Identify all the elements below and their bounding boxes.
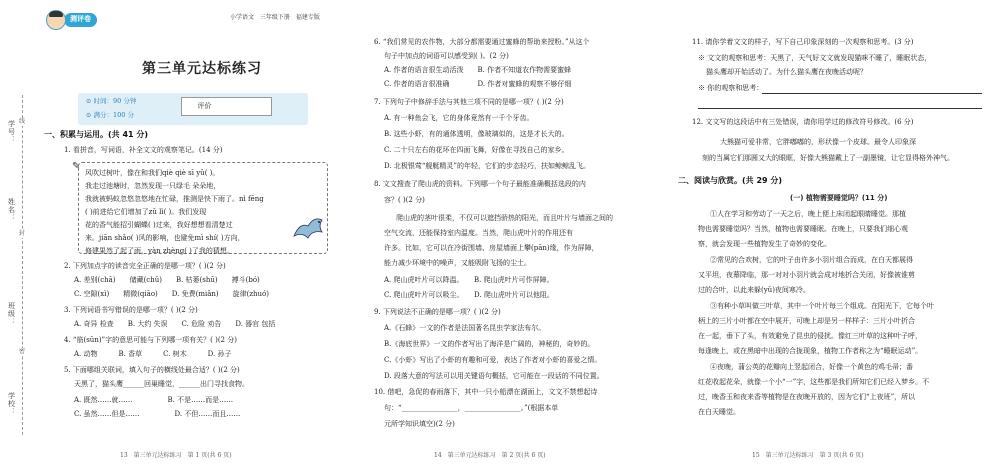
binding-mark-line: 线 [19, 118, 26, 125]
passage-line: 风吹过树叶，像在和我们qiè qiè sī yǔ( )。 [85, 169, 220, 177]
passage-line: 修建果然了起了雨，yàn zhèng( )了我的猜想。 [85, 246, 234, 255]
question-8-continued: 容？( )(2 分) [384, 196, 425, 204]
evaluation-label: 评价 [181, 97, 228, 116]
school-label: 学校： [7, 392, 16, 416]
page-footer [434, 452, 546, 460]
reading-line: 过的合叶，以此来躲(yǔ)夜间寒冷。 [698, 286, 810, 294]
question-2-options: C. 空隙(xì) 精微(qiāo) D. 免费(miǎn) 旋律(zhuó) [74, 290, 269, 298]
reading-line: 在白天睡觉。 [698, 408, 740, 416]
page-3 [678, 0, 1000, 474]
reading-title: (一) 植物需要睡觉吗？(11 分) [790, 194, 888, 202]
question-6-continued: 句子中加点的词语可以感受到( )。(2 分) [384, 52, 509, 60]
question-9-option: B.《海底世界》一文的作者写出了海洋是广阔的，神秘的，奇妙的。 [384, 340, 595, 348]
student-name-label: 姓名： [7, 198, 16, 222]
question-7-option: A. 有一种鱼会飞，它的身体竟然有一千个牙齿。 [384, 114, 534, 122]
reading-line: 察，就会发现一些植物发生了奇妙的变化。 [698, 240, 831, 248]
question-2: 2. 下列加点字的读音完全正确的是哪一项？( )(2 分) [64, 262, 226, 270]
passage-line: 我走过池塘时，忽然发现一只绿毛 朵朵地， [85, 181, 221, 190]
observation-passage [78, 162, 328, 254]
page-footer [120, 452, 232, 460]
question-9-option: A.《石蜂》一文的作者是法国著名昆虫学家法布尔。 [384, 324, 546, 332]
question-2-options: A. 差别(chā) 储藏(chǔ) B. 枯萎(shū) 搏斗(bó) [74, 276, 260, 284]
reading-line: 在一起，垂下了头，有效避免了昆虫的侵扰。像红三叶草的这种叶子呼， [698, 332, 922, 340]
question-8-passage: 能力减少环境中的噪声，又能吸附飞扬的尘土。 [384, 259, 531, 267]
question-7-option: B. 这些小虾，有的通体透明，像玻璃似的，这是才长大的。 [384, 130, 569, 138]
series-label: 小学语文 三年级下册 福建专版 [230, 14, 320, 21]
question-5-sentence: 天黑了，猫头鹰______回巢睡觉，______出门寻找食物。 [74, 380, 249, 388]
reading-line: ③有种小草叫做三叶草，其中一个叶片每三个组成。在阳光下，它每个叶 [710, 302, 934, 310]
page-footer [752, 452, 864, 460]
passage-line: 来。jiān shǎo( )风的影响，也避免mì shí( )方向， [85, 233, 245, 242]
binding-line [22, 95, 23, 435]
reading-line: ①人在学习和劳动了一天之后，晚上便上床闭起眼睛睡觉。那植 [710, 210, 906, 218]
avatar-icon [46, 10, 66, 30]
reading-line: 过，晚香玉和夜来香等植物是在夜晚开放的，因为它们“上夜班”，所以 [698, 393, 916, 401]
question-6-options: A. 作者的语言很生动活泼 B. 作者不知道农作物需要蜜蜂 [384, 66, 572, 74]
answer-line[interactable] [762, 93, 982, 94]
page-1 [0, 0, 364, 474]
test-logo [46, 10, 97, 30]
question-5-options: A. 既然……就…… B. 不是……而是…… [74, 396, 234, 404]
question-6: 6. “我们常见的农作物，大部分都需要通过蜜蜂的帮助来授粉。”从这个 [374, 38, 590, 46]
question-7-option: C. 二十只左右的花环在四面飞舞，好像在寻找自己的家乡。 [384, 146, 569, 154]
question-11-example: 猫头鹰却开始活动了。为什么猫头鹰在夜晚活动呢？ [706, 68, 867, 76]
page-footer-text: 14 第三单元达标练习 第 2 页(共 6 页) [434, 451, 546, 459]
passage-line: 我就被蚂蚁忽悠忽悠地在忙碌，推测是快下雨了。nì fēng [85, 194, 264, 203]
question-6-options: C. 作者的语言很准确 D. 作者对蜜蜂的观察不够仔细 [384, 80, 572, 88]
question-8-options: C. 爬山虎叶片可以吸尘。 D. 爬山虎叶片可以他阻。 [384, 291, 554, 299]
reading-line: 又平坦，夜幕降临，那一对对小羽片就会成对地折合关闭，好像被谁剪 [698, 271, 915, 279]
page-footer-text: 13 第三单元达标练习 第 1 页(共 6 页) [120, 451, 232, 459]
question-10-blank: 句：“________________，________________。”(根据本单 [384, 404, 559, 412]
question-5: 5. 下面哪组关联词，填入句子的横线处最合适？( )(2 分) [64, 366, 240, 374]
question-1: 1. 看拼音，写词语，补全文文的观察笔记。(14 分) [64, 146, 223, 154]
page-footer-text: 15 第三单元达标练习 第 3 页(共 6 页) [752, 451, 864, 459]
question-9-option: C.《小虾》写出了小虾的有趣和可爱，表达了作者对小虾的喜爱之情。 [384, 356, 602, 364]
question-11-prompt: ※ 你的观察和思考： [698, 84, 764, 92]
question-3-options: A. 奇异 检查 B. 大约 失误 C. 危险 劝告 D. 器官 包括 [74, 320, 276, 328]
section-1-heading: 一、积累与运用。(共 41 分) [44, 130, 149, 139]
question-11: 11. 请你学着文文的样子，写下自己印象深刻的一次观察和思考。(3 分) [692, 38, 914, 46]
reading-line: 柄上的三片小叶都在空中展开，可晚上却是另一样样子：三片小叶折合 [698, 317, 915, 325]
question-8-options: A. 爬山虎叶片可以降温。 B. 爬山虎叶片可作屏障。 [384, 276, 554, 284]
score-label: ⊙ 满分：100 分 [86, 111, 134, 119]
question-10: 10. 借吧，急促的春雨落下，其中一只小船漂在湖面上，文文不禁想起诗 [374, 388, 598, 396]
reading-line: 红花收起花朵，就像一个小“一”字，这些都是我们所知它们已经入梦乡。不 [698, 378, 930, 386]
pin-icon: ✎ [72, 161, 81, 172]
question-12: 12. 文文写的这段话中有三处错误，请你用学过的修改符号修改。(6 分) [692, 118, 914, 126]
passage-line: 花的香气能招引蝴蝶( )过来，我好想想看清楚过 [85, 220, 233, 229]
binding-margin [0, 0, 40, 474]
question-8-passage: 爬山虎的茎叶很柔，不仅可以遮挡骄热的阳光，而且叶片与墙面之间的 [396, 214, 613, 222]
question-4: 4. “筋(sūn)”字的意思可能与下列哪一项有关？( )(2 分) [64, 336, 237, 344]
question-4-options: A. 动物 B. 香草 C. 树木 D. 孙子 [74, 350, 232, 358]
class-label: 班级： [7, 302, 16, 326]
question-11-example: ※ 文文的观察和思考：天黑了，天气好文文就发现猫咪不睡了，睡眠状态， [698, 54, 932, 62]
answer-line[interactable] [698, 108, 982, 109]
question-3: 3. 下列词语书写错误的是哪一项？( )(2 分) [64, 306, 198, 314]
reading-line: 每逢晚上，或在黑暗中出现的合拢现象，植物工作者称之为“睡眠运动”。 [698, 347, 923, 355]
logo-text: 测评卷 [64, 13, 97, 26]
binding-mark-secret: 密 [19, 348, 26, 355]
page-2 [364, 0, 682, 474]
time-label: ⊙ 时间：90 分钟 [86, 97, 137, 105]
question-7-option: D. 北极银莺“舰艇精灵”的年轻，它们的步态轻巧，扶如鲸鲸乱飞。 [384, 162, 590, 170]
question-5-options: C. 虽然……但是…… D. 不但……而且…… [74, 410, 241, 418]
reading-line: ④夜晚，蒲公英的花瓣向上竖起闭合，好像一个黄色的鸡毛帚；番 [710, 363, 913, 371]
question-8: 8. 文文搜查了爬山虎的资料。下列哪一个句子最能准确概括选段的内 [374, 180, 586, 188]
evaluation-field[interactable] [226, 97, 272, 116]
question-9-option: D. 段落大意的写法可以用关键语句概括，它可能在一段话的不同位置。 [384, 372, 604, 380]
question-12-passage: 大熊猫可爱非常，它胖嘟嘟的，形状像一个皮球。最令人印象深 [720, 138, 916, 146]
reading-line: ②常见的合欢树，它的叶子由许多小羽片组合而成，在白天都展得 [710, 256, 913, 264]
binding-mark-seal: 封 [19, 230, 26, 237]
passage-line: ( )前进给它们增加了zǔ lì( )。我们发现 [85, 207, 207, 216]
section-2-heading: 二、阅读与欣赏。(共 29 分) [678, 176, 783, 185]
question-12-passage: 刻的当属它们那圆又大的眼眶，好像大熊猫戴上了一副墨镜，让它显得格外神气。 [702, 154, 954, 162]
dragon-illustration-icon [292, 212, 326, 242]
question-8-passage: 空气交流，还能保持室内温度。当然，爬山虎叶片的作用还有 [384, 229, 573, 237]
question-7: 7. 下列句子中修辞手法与其他三项不同的是哪一项？( )(2 分) [374, 98, 564, 106]
page-title: 第三单元达标练习 [142, 61, 262, 77]
question-8-passage: 许多。比如，它可以在冷街围墙、房屋墙面上攀(pān)缘，作为屏障， [384, 244, 599, 252]
reading-line: 物也需要睡觉吗？当然，植物也需要睡眠。在晚上，只要我们细心观 [698, 225, 908, 233]
question-10-note: 元所学知识填空)(2 分) [384, 420, 455, 428]
student-number-label: 学号： [7, 120, 16, 144]
question-9: 9. 下列说法不正确的是哪一项？( )(2 分) [374, 308, 501, 316]
info-box [78, 93, 308, 125]
